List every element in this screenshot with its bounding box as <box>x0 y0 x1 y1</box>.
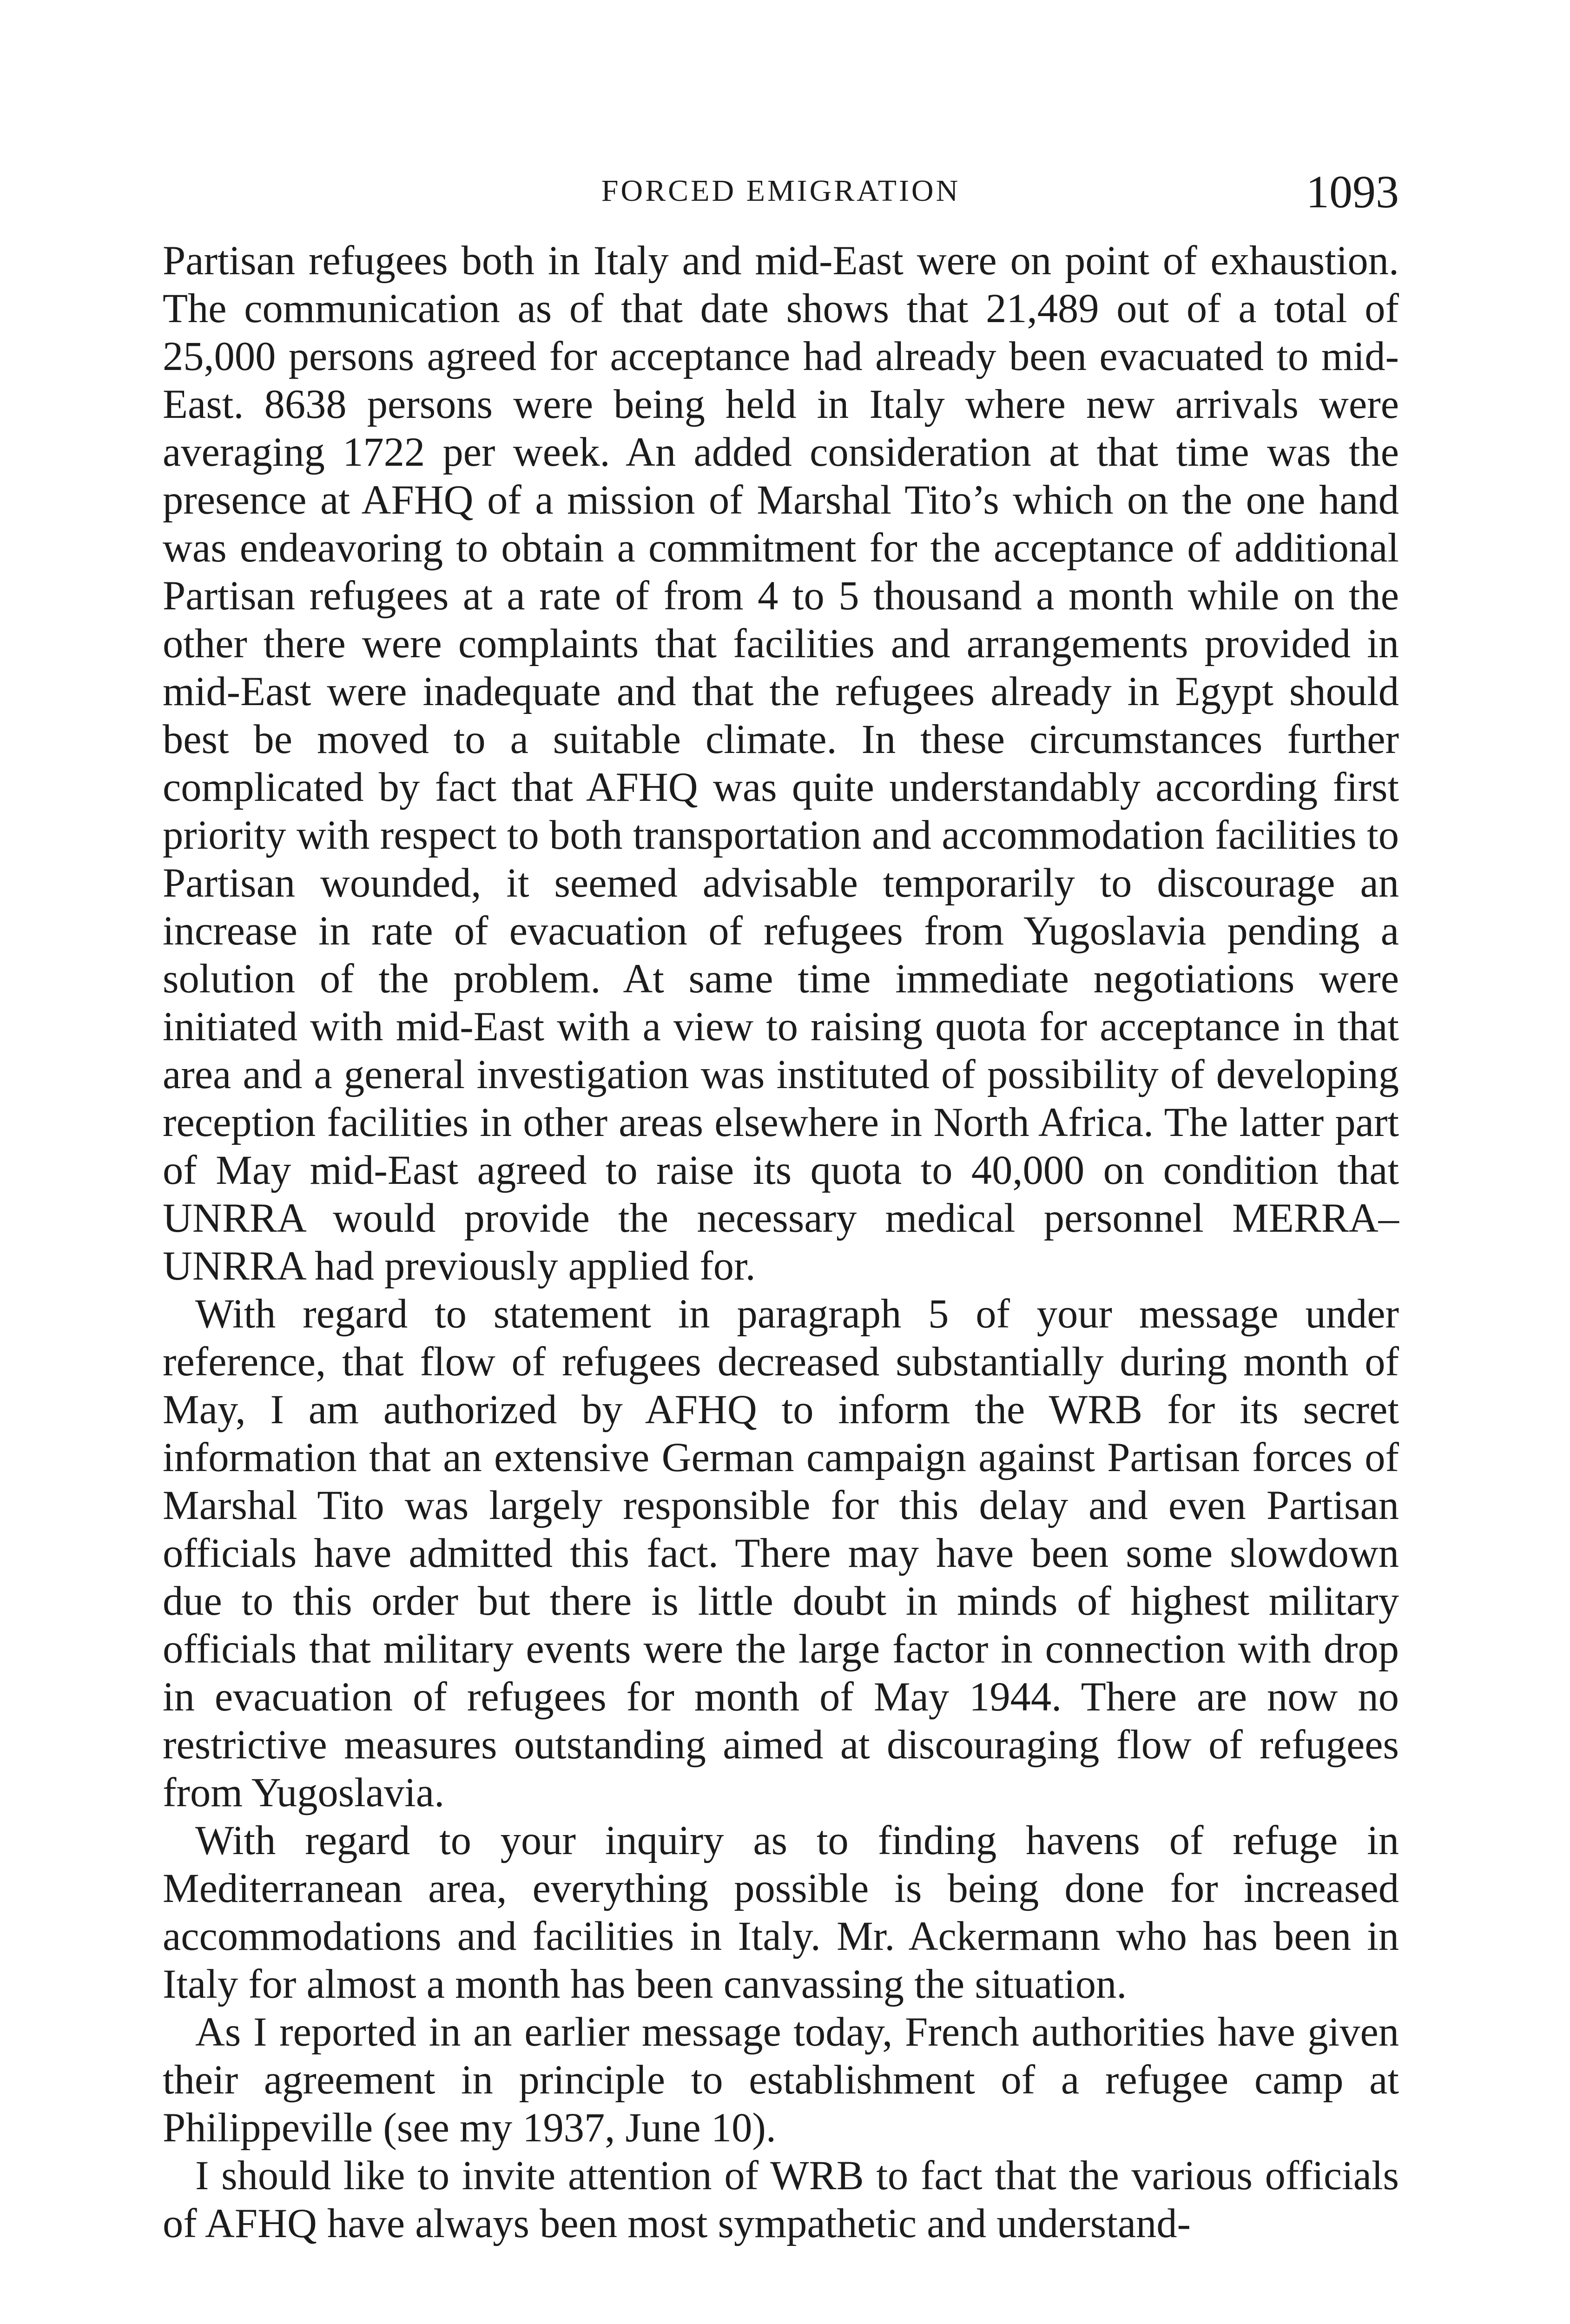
section-title: FORCED EMIGRATION <box>601 174 961 208</box>
paragraph-philippeville: As I reported in an earlier message today, French authorities have given their agreement in principle to establishment of a refugee camp at Philippeville (see my 1937, June 10). <box>163 2009 1399 2151</box>
paragraph-german-campaign: With regard to statement in paragraph 5 of your message under reference, that flow of refugees decreased substantially during month of May, I am authorized by AFHQ to inform the WRB for its secret information that an extensive German campaign against Partisan forces of Marshal Tito was largely responsible for this delay and even Partisan officials have admitted this fact. There may have been some slowdown due to this order but there is little doubt in minds of highest military officials that military events were the large factor in connection with drop in evacuation of refugees for month of May 1944. There are now no restrictive measures outstanding aimed at discouraging flow of refugees from Yugoslavia. <box>163 1291 1399 1816</box>
paragraph-havens-of-refuge: With regard to your inquiry as to finding havens of refuge in Mediterranean area, everything possible is being done for increased accommodations and facilities in Italy. Mr. Ackermann who has been in Italy for almost a month has been canvassing the situation. <box>163 1818 1399 2007</box>
paragraph-afhq-officials: I should like to invite attention of WRB to fact that the various officials of AFHQ have always been most sympathetic and understand- <box>163 2153 1399 2246</box>
body-text <box>163 237 1399 2248</box>
running-head <box>163 165 1399 221</box>
page-number: 1093 <box>1306 166 1399 218</box>
paragraph-continued: Partisan refugees both in Italy and mid-East were on point of exhaustion. The communication as of that date shows that 21,489 out of a total of 25,000 persons agreed for acceptance had already been evacuated to mid-East. 8638 persons were being held in Italy where new arrivals were averaging 1722 per week. An added consideration at that time was the presence at AFHQ of a mission of Marshal Tito’s which on the one hand was endeavoring to obtain a commitment for the acceptance of additional Partisan refugees at a rate of from 4 to 5 thousand a month while on the other there were complaints that facilities and arrangements provided in mid-East were inadequate and that the refugees already in Egypt should best be moved to a suitable climate. In these circumstances further complicated by fact that AFHQ was quite understandably according first priority with respect to both transportation and accommodation facilities to Partisan wounded, it seemed advisable temporarily to discourage an increase in rate of evacuation of refugees from Yugoslavia pending a solution of the problem. At same time immediate negotiations were initiated with mid-East with a view to raising quota for acceptance in that area and a general investigation was instituted of possibility of developing reception facilities in other areas elsewhere in North Africa. The latter part of May mid-East agreed to raise its quota to 40,000 on condition that UNRRA would provide the necessary medical personnel MERRA–UNRRA had previously applied for. <box>163 238 1399 1289</box>
